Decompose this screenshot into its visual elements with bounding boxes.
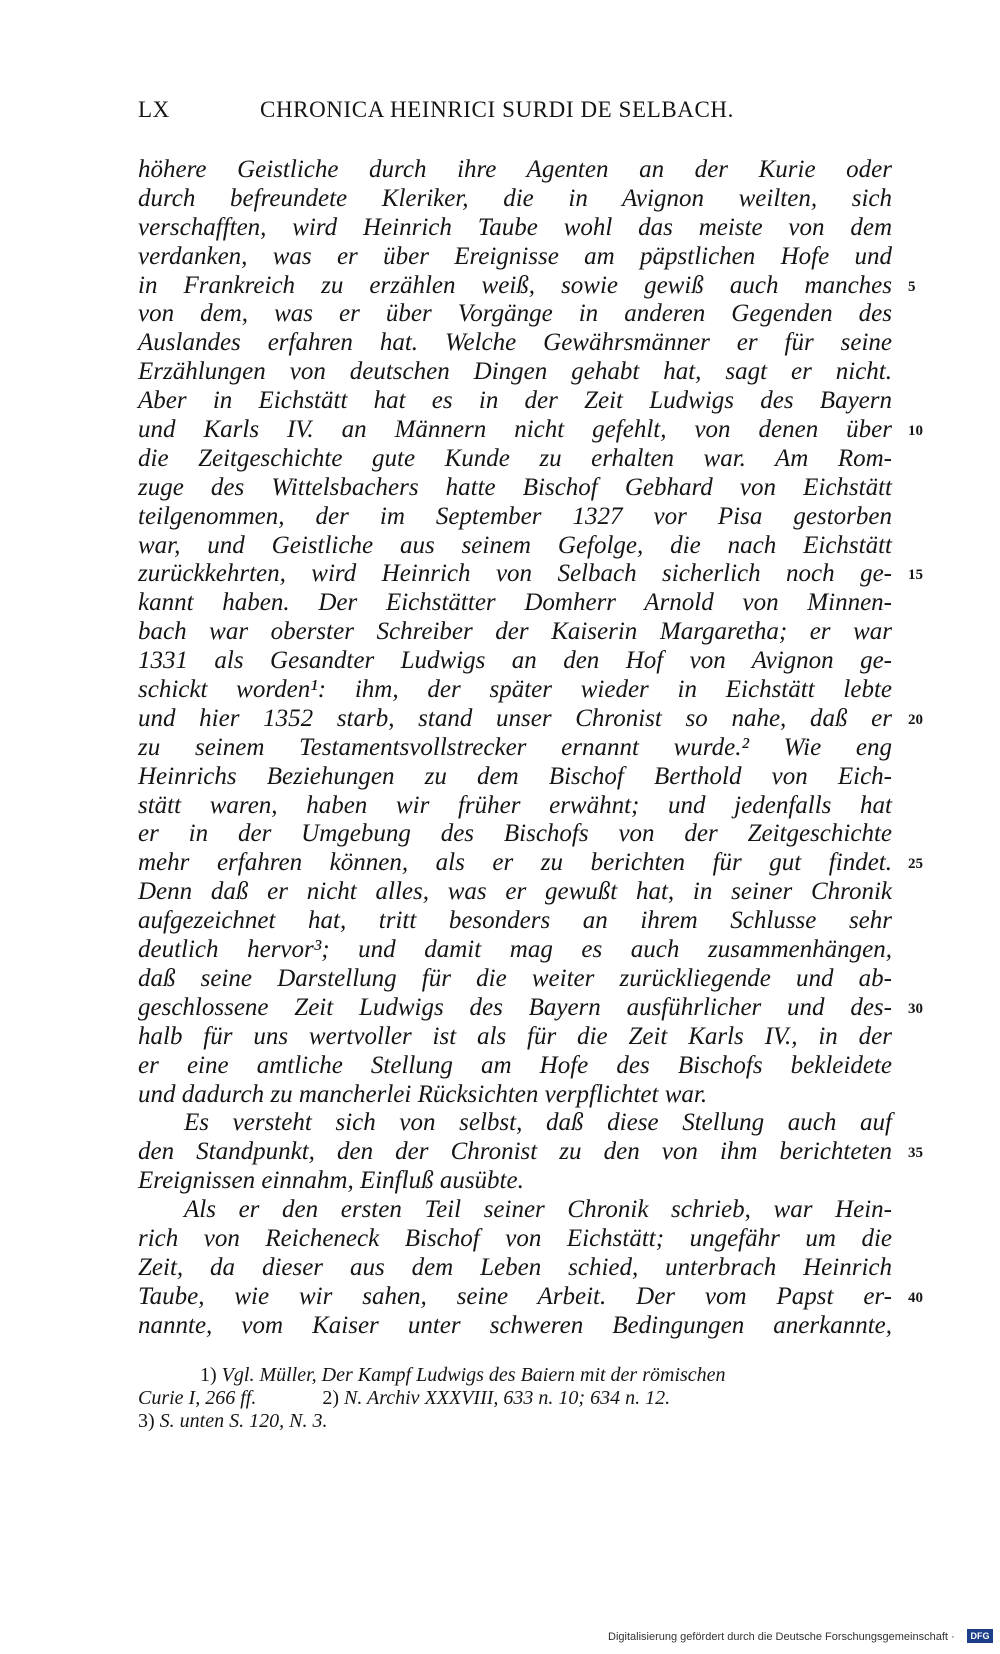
text-line [138, 676, 892, 705]
footnote-2-number: 2) [322, 1387, 340, 1409]
text-line [138, 647, 892, 676]
text-line [138, 907, 892, 936]
text-line-content: durch befreundete Kleriker, die in Avignon weilten, sich [138, 184, 892, 212]
text-line [138, 503, 892, 532]
text-line-content: Ereignissen einnahm, Einfluß ausübte. [138, 1167, 524, 1195]
text-line-content: zurückkehrten, wird Heinrich von Selbach sicherlich noch ge- [138, 560, 892, 588]
footnote-1-text-a: Vgl. Müller, Der Kampf Ludwigs des Baiern mit der römischen [221, 1364, 726, 1386]
text-line [138, 445, 892, 474]
line-number: 5 [908, 278, 916, 295]
text-line-content: er eine amtliche Stellung am Hofe des Bischofs bekleidete [138, 1051, 892, 1079]
text-line-content: Erzählungen von deutschen Dingen gehabt hat, sagt er nicht. [138, 358, 892, 386]
text-line-content: kannt haben. Der Eichstätter Domherr Arnold von Minnen- [138, 589, 892, 617]
text-line [138, 993, 923, 1023]
text-line-content: Zeit, da dieser aus dem Leben schied, unterbrach Heinrich [138, 1253, 892, 1281]
text-line-content: und dadurch zu mancherlei Rücksichten verpflichtet war. [138, 1080, 708, 1108]
text-line [138, 936, 892, 965]
text-line-content: Taube, wie wir sahen, seine Arbeit. Der vom Papst er- [138, 1282, 892, 1310]
text-line-content: Es versteht sich von selbst, daß diese Stellung auch auf [184, 1109, 892, 1137]
footnote-2-text: N. Archiv XXXVIII, 633 n. 10; 634 n. 12. [344, 1387, 671, 1409]
text-line [138, 387, 892, 416]
footnote-3-text: S. unten S. 120, N. 3. [159, 1410, 328, 1432]
text-line [138, 185, 892, 214]
text-line-content: daß seine Darstellung für die weiter zurückliegende und ab- [138, 964, 892, 992]
dfg-logo: DFG [967, 1629, 993, 1643]
text-line-content: höhere Geistliche durch ihre Agenten an der Kurie oder [138, 156, 892, 183]
text-line-content: von dem, was er über Vorgänge in anderen Gegenden des [138, 300, 892, 328]
text-line-content: bach war oberster Schreiber der Kaiserin Margaretha; er war [138, 618, 892, 646]
text-line-content: Als er den ersten Teil seiner Chronik schrieb, war Hein- [184, 1196, 892, 1224]
text-line [138, 965, 892, 994]
body-text [138, 156, 923, 1341]
line-number: 10 [908, 423, 923, 440]
text-line-content: Heinrichs Beziehungen zu dem Bischof Berthold von Eich- [138, 762, 892, 790]
text-line-content: und hier 1352 starb, stand unser Chronist so nahe, daß er [138, 704, 892, 732]
text-line-content: Aber in Eichstätt hat es in der Zeit Ludwigs des Bayern [138, 387, 892, 415]
text-line-content: die Zeitgeschichte gute Kunde zu erhalten war. Am Rom- [138, 444, 892, 472]
text-line [138, 820, 892, 849]
text-line [138, 704, 923, 734]
footnote-1-text-b: Curie I, 266 ff. [138, 1387, 257, 1409]
text-line [138, 271, 916, 301]
text-line [138, 734, 892, 763]
text-line [138, 763, 892, 792]
text-line [138, 1081, 892, 1110]
text-line-content: zu seinem Testamentsvollstrecker ernannt wurde.² Wie eng [138, 733, 892, 761]
text-line-content: schickt worden¹: ihm, der später wieder in Eichstätt lebte [138, 676, 892, 704]
text-line [138, 1254, 892, 1283]
text-line-content: stätt waren, haben wir früher erwähnt; und jedenfalls hat [138, 791, 892, 819]
page-number: LX [138, 97, 170, 122]
text-line [138, 1138, 923, 1167]
text-line-content: geschlossene Zeit Ludwigs des Bayern ausführlicher und des- [138, 993, 892, 1021]
footnotes [138, 1364, 892, 1433]
text-line-content: teilgenommen, der im September 1327 vor Pisa gestorben [138, 502, 892, 530]
text-line-content: war, und Geistliche aus seinem Gefolge, die nach Eichstätt [138, 531, 892, 559]
text-line-content: mehr erfahren können, als er zu berichten für gut findet. [138, 849, 892, 877]
line-number: 15 [908, 567, 923, 584]
text-line [138, 1023, 892, 1052]
text-line [138, 416, 923, 445]
text-line-content: Auslandes erfahren hat. Welche Gewährsmänner er für seine [138, 329, 892, 357]
footnote-3-line [138, 1410, 892, 1433]
text-line [138, 849, 923, 878]
text-line [138, 1167, 892, 1196]
text-line [138, 474, 892, 503]
line-number: 40 [908, 1289, 923, 1306]
text-line-content: 1331 als Gesandter Ludwigs an den Hof von Avignon ge- [138, 647, 892, 675]
text-line [138, 618, 892, 647]
line-number: 35 [908, 1145, 923, 1162]
digitization-imprint: Digitalisierung gefördert durch die Deutsche Forschungsgemeinschaft · [608, 1631, 955, 1643]
footnote-3-number: 3) [138, 1410, 155, 1432]
text-line-content: halb für uns wertvoller ist als für die Zeit Karls IV., in der [138, 1022, 892, 1050]
text-line-content: zuge des Wittelsbachers hatte Bischof Gebhard von Eichstätt [138, 473, 892, 501]
text-line [138, 1052, 892, 1081]
line-number: 25 [908, 856, 923, 873]
text-line-content: und Karls IV. an Männern nicht gefehlt, von denen über [138, 416, 892, 444]
footnote-1-number: 1) [200, 1364, 217, 1386]
text-line [138, 878, 892, 907]
footnote-1-line-2 [138, 1387, 892, 1410]
running-header [138, 97, 858, 131]
text-line [138, 156, 892, 185]
text-line-content: er in der Umgebung des Bischofs von der Zeitgeschichte [138, 820, 892, 848]
text-line-content: aufgezeichnet hat, tritt besonders an ihrem Schlusse sehr [138, 907, 892, 935]
running-title: CHRONICA HEINRICI SURDI DE SELBACH. [260, 97, 734, 122]
text-line-content: Denn daß er nicht alles, was er gewußt hat, in seiner Chronik [138, 878, 892, 906]
text-line [138, 329, 892, 358]
line-number: 20 [908, 711, 923, 728]
text-line-content: nannte, vom Kaiser unter schweren Bedingungen anerkannte, [138, 1311, 892, 1339]
text-line [138, 1312, 892, 1341]
footnote-1-line-1 [138, 1364, 892, 1387]
text-line-content: deutlich hervor³; und damit mag es auch zusammenhängen, [138, 936, 892, 964]
text-line [138, 300, 892, 329]
text-line [138, 1196, 892, 1225]
text-line [138, 214, 892, 243]
text-line [138, 358, 892, 387]
text-line [138, 532, 892, 561]
text-line-content: verschafften, wird Heinrich Taube wohl das meiste von dem [138, 213, 892, 241]
text-line-content: den Standpunkt, den der Chronist zu den von ihm berichteten [138, 1138, 892, 1166]
text-line [138, 1225, 892, 1254]
text-line-content: in Frankreich zu erzählen weiß, sowie gewiß auch manches [138, 271, 892, 299]
text-line [138, 792, 892, 821]
line-number: 30 [908, 1000, 923, 1017]
text-line [138, 589, 892, 618]
text-line-content: verdanken, was er über Ereignisse am päpstlichen Hofe und [138, 242, 892, 270]
text-line [138, 243, 892, 272]
text-line [138, 560, 923, 589]
text-line [138, 1109, 892, 1138]
text-line [138, 1282, 923, 1312]
text-line-content: rich von Reicheneck Bischof von Eichstätt; ungefähr um die [138, 1224, 892, 1252]
